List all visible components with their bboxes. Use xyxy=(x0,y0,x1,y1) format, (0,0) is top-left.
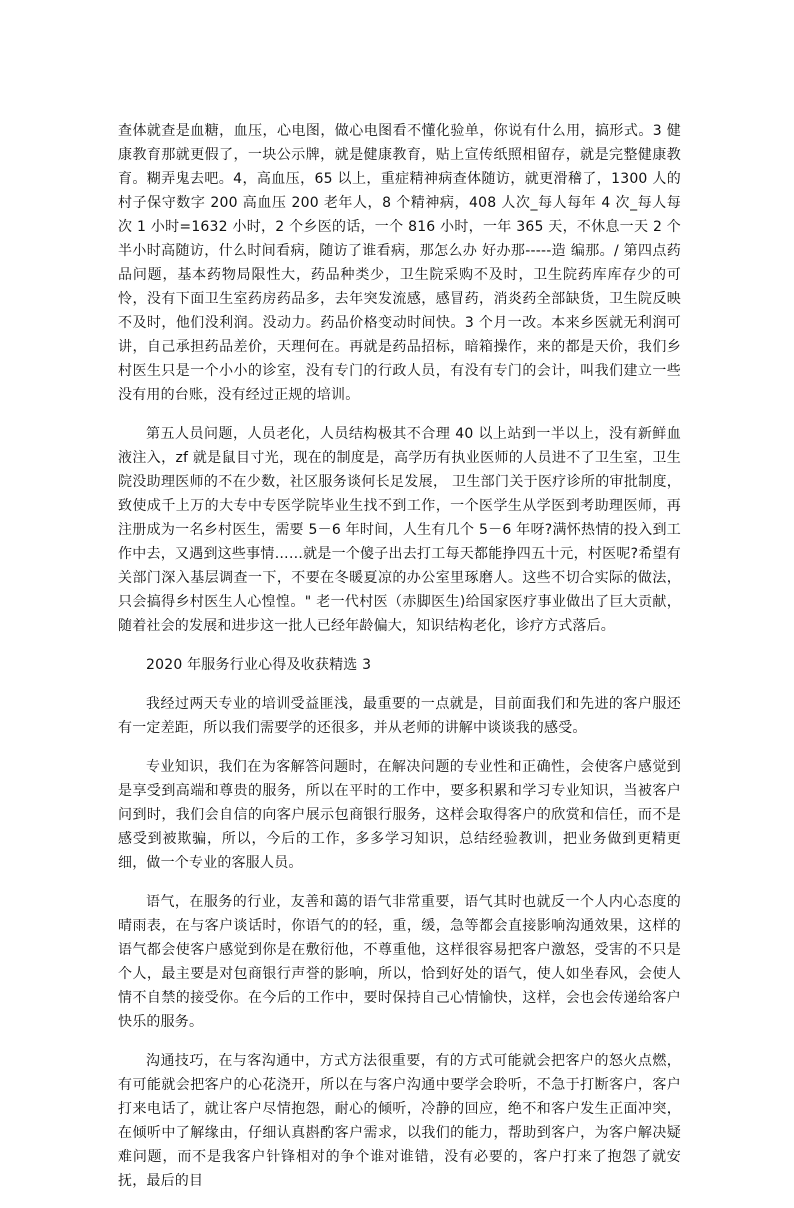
paragraph-tone: 语气，在服务的行业，友善和蔼的语气非常重要，语气其时也就反一个人内心态度的晴雨表，在与客户谈话时，你语气的的轻，重，缓，急等都会直接影响沟通效果，这样的语气都会使客户感觉到你是在敷衍他，不尊重他，这样很容易把客户激怒，受害的不只是个人，最主要是对包商银行声誉的影响，所以，恰到好处的语气，使人如坐春风，会使人情不自禁的接受你。在今后的工作中，要时保持自己心情愉快，这样，会也会传递给客户快乐的服务。 xyxy=(118,894,681,1030)
paragraph-checkup-and-drugs: 查体就查是血糖，血压，心电图，做心电图看不懂化验单，你说有什么用，搞形式。3 健康教育那就更假了，一块公示牌，就是健康教育，贴上宣传纸照相留存，就是完整健康教育。糊弄鬼去吧。4，高血压，65 以上，重症精神病查体随访，就更滑稽了，1300 人的村子保守数字 200 高血压 200 老年人，8 个精神病，408 人次_每人每年 4 次_每人每次 1 小时=1632 小时，2 个乡医的话，一个 816 小时，一年 365 天，不休息一天 2 个半小时高随访，什么时间看病，随访了谁看病，那怎么办 好办那-----造 编那。/ 第四点药品问题，基本药物局限性大，药品种类少，卫生院采购不及时，卫生院药库库存少的可怜，没有下面卫生室药房药品多，去年突发流感，感冒药，消炎药全部缺货，卫生院反映不及时，他们没利润。没动力。药品价格变动时间快。3 个月一改。本来乡医就无利润可讲，自己承担药品差价，天理何在。再就是药品招标，暗箱操作，来的都是天价，我们乡村医生只是一个小小的诊室，没有专门的行政人员，有没有专门的会计，叫我们建立一些没有用的台账，没有经过正规的培训。 xyxy=(118,123,681,403)
document-body xyxy=(118,119,681,1208)
section-heading: 2020 年服务行业心得及收获精选 3 xyxy=(146,657,372,673)
paragraph-training-intro: 我经过两天专业的培训受益匪浅，最重要的一点就是，目前面我们和先进的客户服还有一定差距，所以我们需要学的还很多，并从老师的讲解中谈谈我的感受。 xyxy=(118,696,681,736)
paragraph-professional-knowledge: 专业知识，我们在为客解答问题时，在解决问题的专业性和正确性，会使客户感觉到是享受到高端和尊贵的服务，所以在平时的工作中，要多积累和学习专业知识，当被客户问到时，我们会自信的向客户展示包商银行服务，这样会取得客户的欣赏和信任，而不是感受到被欺骗，所以，今后的工作，多多学习知识，总结经验教训，把业务做到更精更细，做一个专业的客服人员。 xyxy=(118,759,681,871)
paragraph-staffing-problems: 第五人员问题，人员老化，人员结构极其不合理 40 以上站到一半以上，没有新鲜血液注入，zf 就是鼠目寸光，现在的制度是，高学历有执业医师的人员进不了卫生室，卫生院没助理医师的不在少数，社区服务谈何长足发展， 卫生部门关于医疗诊所的审批制度，致使成千上万的大专中专医学院毕业生找不到工作，一个医学生从学医到考助理医师，再注册成为一名乡村医生，需要 5－6 年时间，人生有几个 5－6 年呀?满怀热情的投入到工作中去，又遇到这些事情……就是一个傻子出去打工每天都能挣四五十元，村医呢?希望有关部门深入基层调查一下，不要在冬暖夏凉的办公室里琢磨人。这些不切合实际的做法，只会搞得乡村医生人心惶惶。" 老一代村医（赤脚医生)给国家医疗事业做出了巨大贡献，随着社会的发展和进步这一批人已经年龄偏大，知识结构老化，诊疗方式落后。 xyxy=(118,426,681,634)
paragraph-communication-skills: 沟通技巧，在与客沟通中，方式方法很重要，有的方式可能就会把客户的怒火点燃，有可能就会把客户的心花浇开，所以在与客户沟通中要学会聆听，不急于打断客户，客户打来电话了，就让客户尽情抱怨，耐心的倾听，冷静的回应，绝不和客户发生正面冲突，在倾听中了解缘由，仔细认真斟酌客户需求，以我们的能力，帮助到客户，为客户解决疑难问题，而不是我客户针锋相对的争个谁对谁错，没有必要的，客户打来了抱怨了就安抚，最后的目 xyxy=(118,1053,681,1189)
